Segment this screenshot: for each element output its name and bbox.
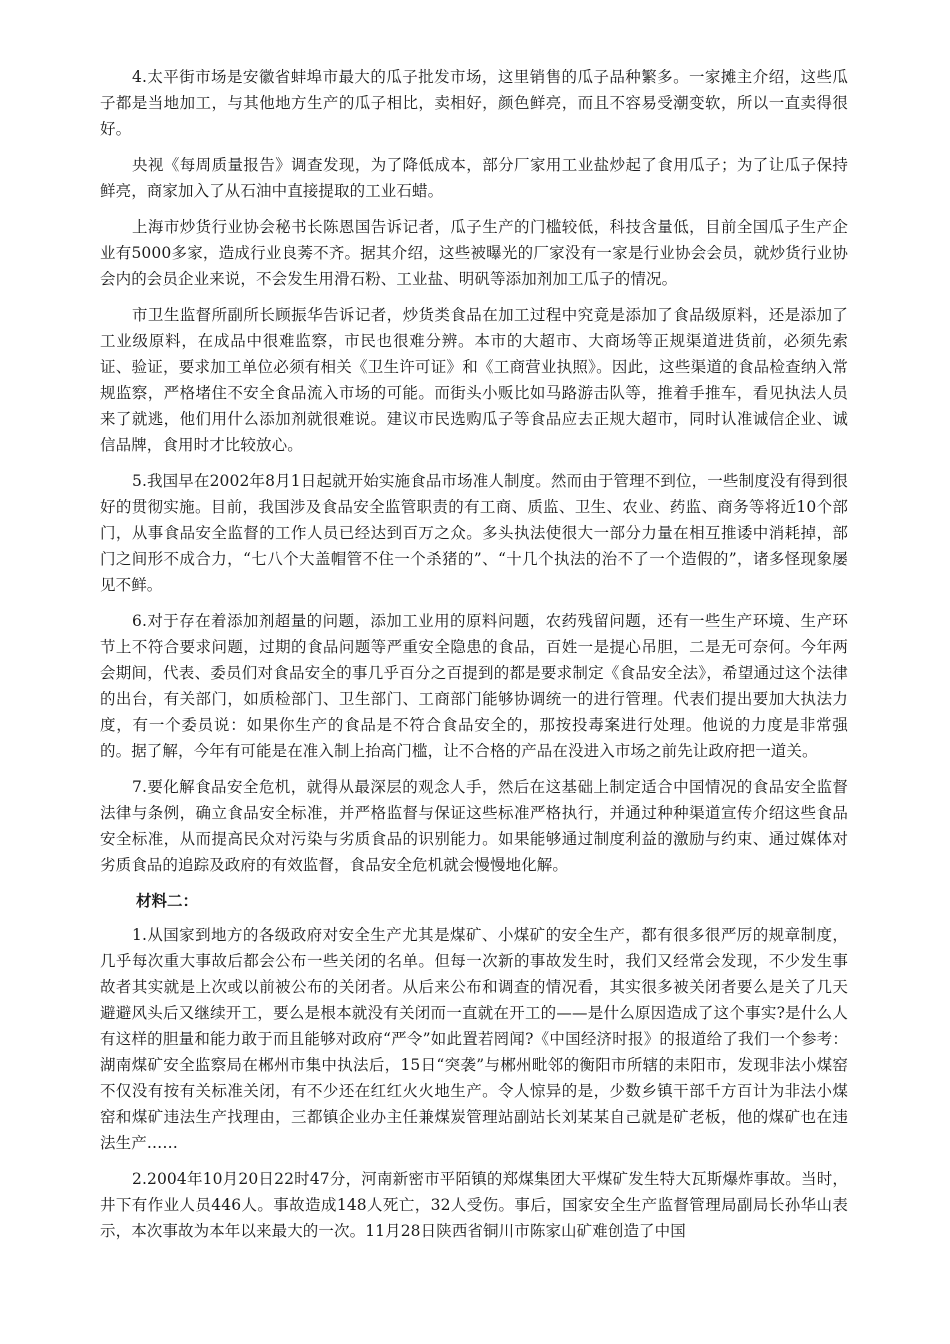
paragraph-health-supervision: 市卫生监督所副所长顾振华告诉记者，炒货类食品在加工过程中究竟是添加了食品级原料，还是添加了工业级原料，在成品中很难监察，市民也很难分辨。本市的大超市、大商场等正规渠道进货前，必须先索证、验证，要求加工单位必须有相关《卫生许可证》和《工商营业执照》。因此，这些渠道的食品检查纳入常规监察，严格堵住不安全食品流入市场的可能。而街头小贩比如马路游击队等，推着手推车，看见执法人员来了就逃，他们用什么添加剂就很难说。建议市民选购瓜子等食品应去正规大超市，同时认准诚信企业、诚信品牌，食用时才比较放心。 [100, 306, 848, 454]
paragraph-material2-item-1: 1.从国家到地方的各级政府对安全生产尤其是煤矿、小煤矿的安全生产，都有很多很严厉的规章制度，几乎每次重大事故后都会公布一些关闭的名单。但每一次新的事故发生时，我们又经常会发现，不少发生事故者其实就是上次或以前被公布的关闭者。从后来公布和调查的情况看，其实很多被关闭者要么是关了几天避避风头后又继续开工，要么是根本就没有关闭而一直就在开工的——是什么原因造成了这个事实?是什么人有这样的胆量和能力敢于而且能够对政府“严令”如此置若罔闻?《中国经济时报》的报道给了我们一个参考：湖南煤矿安全监察局在郴州市集中执法后，15日“突袭”与郴州毗邻的衡阳市所辖的耒阳市，发现非法小煤窑不仅没有按有关标准关闭，有不少还在红红火火地生产。令人惊异的是，少数乡镇干部千方百计为非法小煤窑和煤矿违法生产找理由，三都镇企业办主任兼煤炭管理站副站长刘某某自己就是矿老板，他的煤矿也在违法生产…… [100, 926, 848, 1152]
paragraph-shanghai-association: 上海市炒货行业协会秘书长陈恩国告诉记者，瓜子生产的门槛较低，科技含量低，目前全国瓜子生产企业有5000多家，造成行业良莠不齐。据其介绍，这些被曝光的厂家没有一家是行业协会会员，就炒货行业协会内的会员企业来说，不会发生用滑石粉、工业盐、明矾等添加剂加工瓜子的情况。 [100, 218, 848, 288]
paragraph-item-5: 5.我国早在2002年8月1日起就开始实施食品市场准人制度。然而由于管理不到位，一些制度没有得到很好的贯彻实施。目前，我国涉及食品安全监管职责的有工商、质监、卫生、农业、药监、商务等将近10个部门，从事食品安全监督的工作人员已经达到百万之众。多头执法使很大一部分力量在相互推诿中消耗掉，部门之间形不成合力，“七八个大盖帽管不住一个杀猪的”、“十几个执法的治不了一个造假的”，诸多怪现象屡见不鲜。 [100, 472, 848, 594]
section-heading: 材料二： [136, 891, 199, 910]
paragraph-cctv-report: 央视《每周质量报告》调查发现，为了降低成本，部分厂家用工业盐炒起了食用瓜子；为了让瓜子保持鲜亮，商家加入了从石油中直接提取的工业石蜡。 [100, 156, 848, 200]
paragraph-material2-item-2: 2.2004年10月20日22时47分，河南新密市平陌镇的郑煤集团大平煤矿发生特大瓦斯爆炸事故。当时，井下有作业人员446人。事故造成148人死亡，32人受伤。事后，国家安全生产监督管理局副局长孙华山表示，本次事故为本年以来最大的一次。11月28日陕西省铜川市陈家山矿难创造了中国 [100, 1170, 848, 1240]
document-page [100, 64, 848, 1254]
paragraph-item-7: 7.要化解食品安全危机，就得从最深层的观念人手，然后在这基础上制定适合中国情况的食品安全监督法律与条例，确立食品安全标准，并严格监督与保证这些标准严格执行，并通过种种渠道宣传介绍这些食品安全标准，从而提高民众对污染与劣质食品的识别能力。如果能够通过制度利益的激励与约束、通过媒体对劣质食品的追踪及政府的有效监督，食品安全危机就会慢慢地化解。 [100, 778, 848, 874]
paragraph-item-6: 6.对于存在着添加剂超量的问题，添加工业用的原料问题，农药残留问题，还有一些生产环境、生产环节上不符合要求问题，过期的食品问题等严重安全隐患的食品，百姓一是提心吊胆，二是无可奈何。今年两会期间，代表、委员们对食品安全的事几乎百分之百提到的都是要求制定《食品安全法》，希望通过这个法律的出台，有关部门，如质检部门、卫生部门、工商部门能够协调统一的进行管理。代表们提出要加大执法力度，有一个委员说：如果你生产的食品是不符合食品安全的，那按投毒案进行处理。他说的力度是非常强的。据了解，今年有可能是在准入制上抬高门槛，让不合格的产品在没进入市场之前先让政府把一道关。 [100, 612, 848, 760]
paragraph-item-4: 4.太平街市场是安徽省蚌埠市最大的瓜子批发市场，这里销售的瓜子品种繁多。一家摊主介绍，这些瓜子都是当地加工，与其他地方生产的瓜子相比，卖相好，颜色鲜亮，而且不容易受潮变软，所以一直卖得很好。 [100, 68, 848, 138]
